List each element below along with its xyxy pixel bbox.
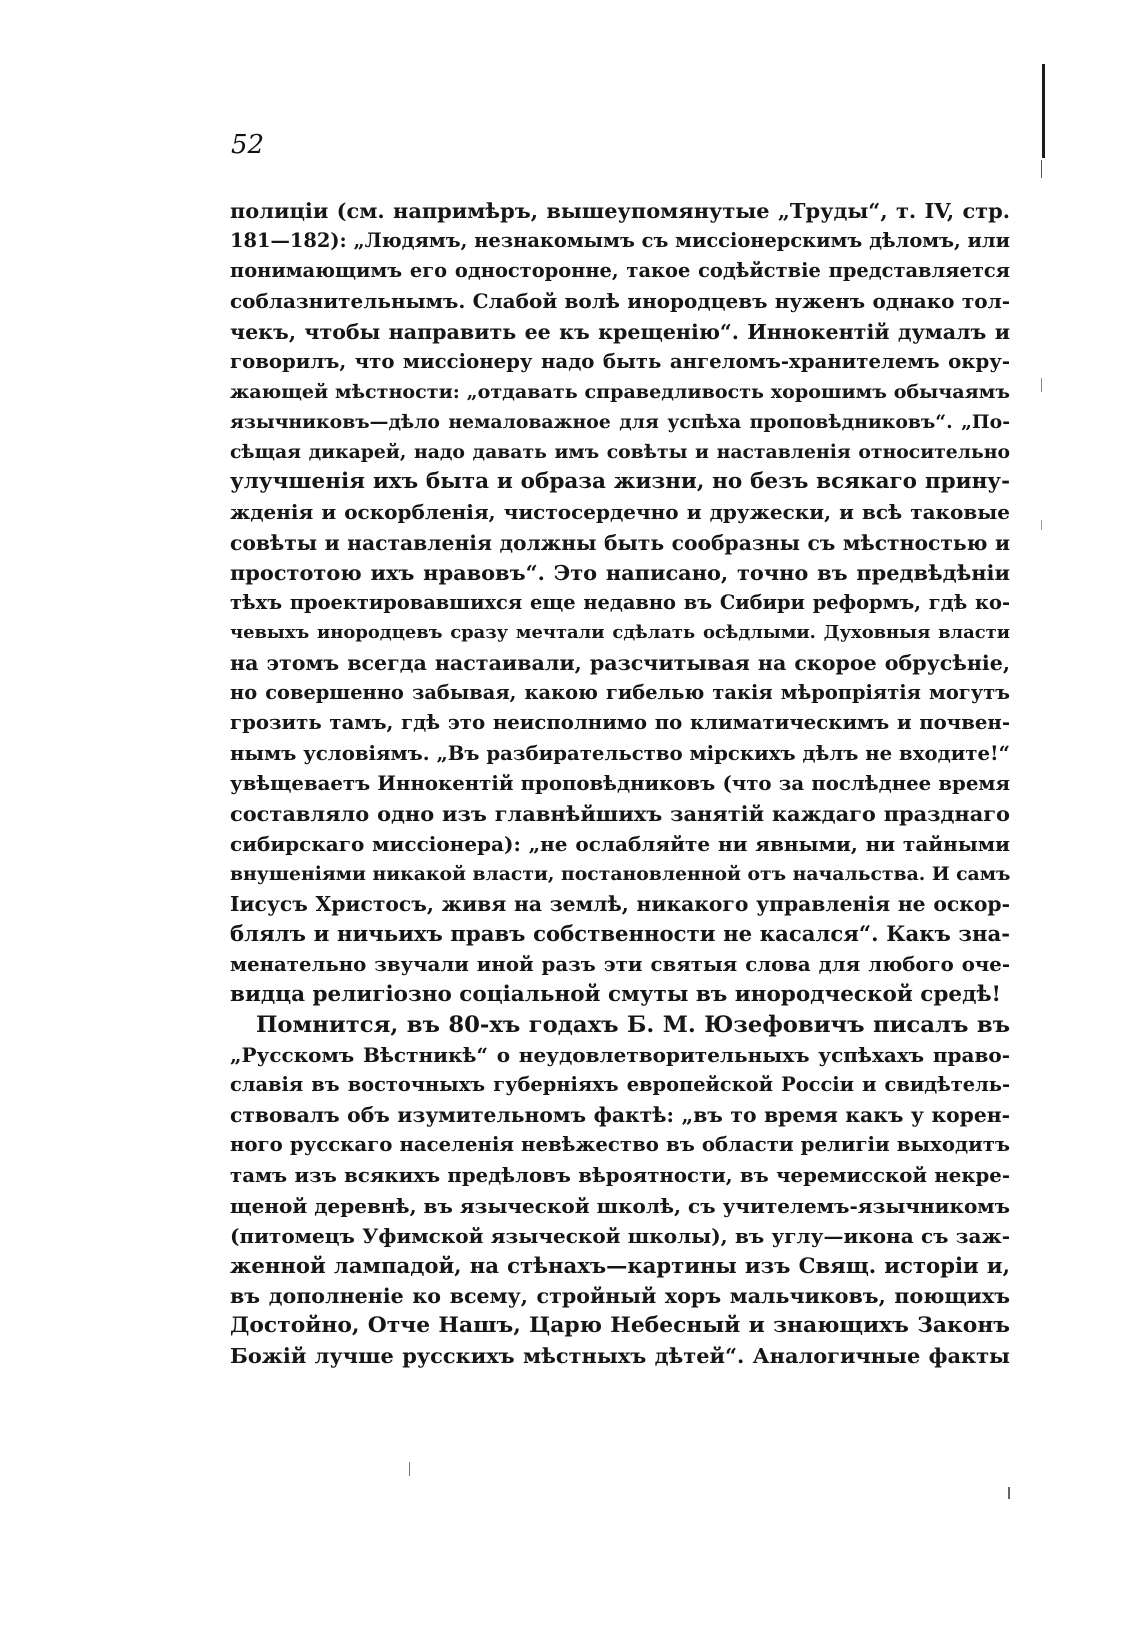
text-line: женной лампадой, на стѣнахъ—картины изъ Свящ. исторіи и, — [230, 1252, 1010, 1278]
text-line: составляло одно изъ главнѣйшихъ занятій каждаго празднаго — [230, 800, 1010, 826]
text-line: въ дополненіе ко всему, стройный хоръ мальчиковъ, поющихъ — [230, 1284, 1010, 1309]
text-line: понимающимъ его односторонне, такое содѣйствіе представляется — [230, 259, 1010, 283]
text-line: язычниковъ—дѣло немаловажное для успѣха проповѣдниковъ“. „По- — [230, 410, 1010, 433]
text-line: совѣты и наставленія должны быть сообразны съ мѣстностью и — [230, 530, 1010, 555]
scan-edge-mark — [1041, 378, 1042, 392]
page-number: 52 — [231, 130, 265, 160]
text-line: жденія и оскорбленія, чистосердечно и дружески, и всѣ таковые — [230, 500, 1010, 525]
scan-edge-mark — [1041, 520, 1042, 530]
text-line: ного русскаго населенія невѣжество въ области религіи выходитъ — [230, 1133, 1010, 1157]
body-text — [230, 196, 1010, 1371]
text-line: жающей мѣстности: „отдавать справедливость хорошимъ обычаямъ — [230, 379, 1010, 403]
text-line: тамъ изъ всякихъ предѣловъ вѣроятности, въ черемисской некре- — [230, 1163, 1010, 1187]
scan-edge-mark — [1042, 64, 1045, 158]
scan-edge-mark — [1041, 160, 1042, 178]
text-line: Божій лучше русскихъ мѣстныхъ дѣтей“. Аналогичные факты — [230, 1343, 1010, 1369]
scan-dust-mark — [409, 1462, 410, 1476]
text-line: славія въ восточныхъ губерніяхъ европейской Россіи и свидѣтель- — [230, 1073, 1010, 1097]
text-line: говорилъ, что миссіонеру надо быть ангеломъ-хранителемъ окру- — [230, 349, 1010, 373]
text-line: блялъ и ничьихъ правъ собственности не касался“. Какъ зна- — [230, 921, 1010, 947]
text-line: улучшенія ихъ быта и образа жизни, но безъ всякаго прину- — [230, 469, 1010, 495]
text-line: увѣщеваетъ Иннокентій проповѣдниковъ (что за послѣднее время — [230, 771, 1010, 795]
text-line: сибирскаго миссіонера): „не ослабляйте ни явными, ни тайными — [230, 831, 1010, 856]
text-line: полиціи (см. напримѣръ, вышеупомянутые „Труды“, т. IV, стр. — [230, 198, 1010, 223]
text-line: внушеніями никакой власти, постановленной отъ начальства. И самъ — [230, 863, 1010, 886]
text-line: (питомецъ Уфимской языческой школы), въ углу—икона съ заж- — [230, 1223, 1010, 1248]
text-line: Достойно, Отче Нашъ, Царю Небесный и знающихъ Законъ — [230, 1313, 1010, 1339]
text-line: сѣщая дикарей, надо давать имъ совѣты и наставленія относительно — [230, 441, 1010, 464]
text-line: менательно звучали иной разъ эти святыя слова для любого оче- — [230, 952, 1010, 976]
text-line: грозить тамъ, гдѣ это неисполнимо по климатическимъ и почвен- — [230, 711, 1010, 735]
text-line: Іисусъ Христосъ, живя на землѣ, никакого управленія не оскор- — [230, 892, 1010, 917]
text-line: щеной деревнѣ, въ языческой школѣ, съ учителемъ-язычникомъ — [230, 1193, 1010, 1218]
text-line: простотою ихъ нравовъ“. Это написано, точно въ предвѣдѣніи — [230, 559, 1010, 585]
text-line: Помнится, въ 80-хъ годахъ Б. М. Юзефовичъ писалъ въ — [256, 1011, 1010, 1038]
text-line: 181—182): „Людямъ, незнакомымъ съ миссіонерскимъ дѣломъ, или — [230, 229, 1010, 253]
text-line: чекъ, чтобы направить ее къ крещенію“. Иннокентій думалъ и — [230, 319, 1010, 344]
text-line: но совершенно забывая, какою гибелью такія мѣропріятія могутъ — [230, 681, 1010, 705]
text-line: ствовалъ объ изумительномъ фактѣ: „въ то время какъ у корен- — [230, 1103, 1010, 1128]
text-line: тѣхъ проектировавшихся еще недавно въ Сибири реформъ, гдѣ ко- — [230, 590, 1010, 614]
text-line: соблазнительнымъ. Слабой волѣ инородцевъ нуженъ однако тол- — [230, 289, 1010, 314]
text-line: видца религіозно соціальной смуты въ инородческой средѣ! — [230, 981, 1001, 1007]
text-line: „Русскомъ Вѣстникѣ“ о неудовлетворительныхъ успѣхахъ право- — [230, 1042, 1010, 1067]
text-line: нымъ условіямъ. „Въ разбирательство мірскихъ дѣлъ не входите!“ — [230, 741, 1010, 765]
text-line: на этомъ всегда настаивали, разсчитывая на скорое обрусѣніе, — [230, 651, 1010, 676]
scan-dust-mark — [1008, 1487, 1010, 1499]
text-line: чевыхъ инородцевъ сразу мечтали сдѣлать осѣдлыми. Духовныя власти — [230, 621, 1010, 643]
